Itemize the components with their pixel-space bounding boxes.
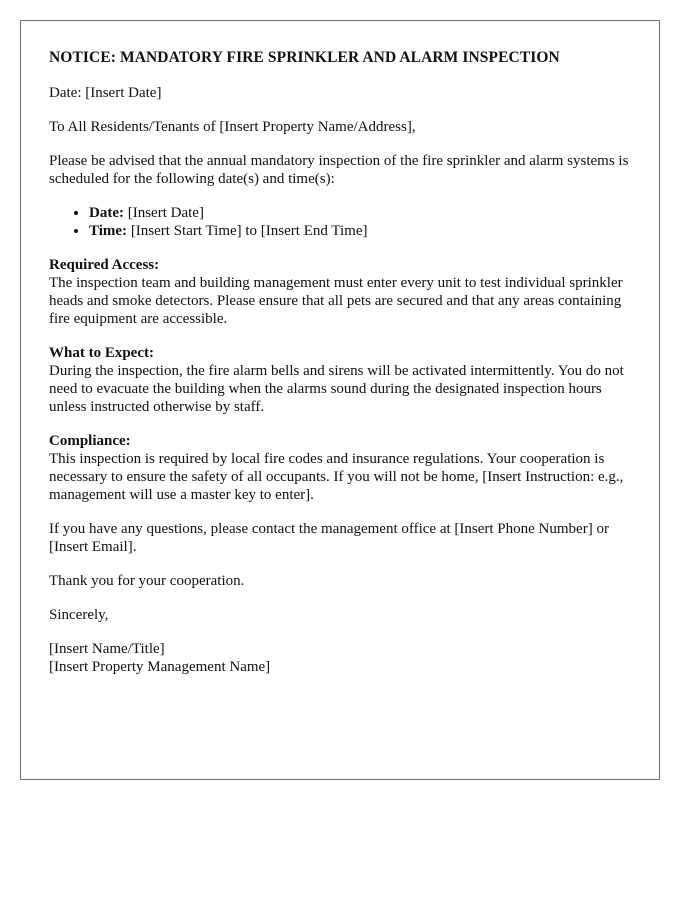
schedule-time-label: Time: (89, 223, 128, 239)
notice-page (20, 20, 660, 780)
section-heading-required-access: Required Access: (49, 257, 160, 273)
schedule-list (49, 204, 639, 240)
signature-org: [Insert Property Management Name] (49, 659, 271, 675)
contact-paragraph: If you have any questions, please contact the management office at [Insert Phone Number] or [Insert Email]. (49, 521, 609, 555)
notice-title: NOTICE: MANDATORY FIRE SPRINKLER AND ALARM INSPECTION (49, 49, 560, 66)
intro-paragraph: Please be advised that the annual mandatory inspection of the fire sprinkler and alarm systems is scheduled for the following date(s) and time(s): (49, 153, 629, 187)
signature-name: [Insert Name/Title] (49, 641, 165, 657)
section-body-what-to-expect: During the inspection, the fire alarm bells and sirens will be activated intermittently. You do not need to evacuate the building when the alarms sound during the designated inspection hours unless instructed otherwise by staff. (49, 363, 624, 415)
schedule-date-value: [Insert Date] (123, 205, 204, 221)
notice-content (49, 49, 639, 692)
section-body-required-access: The inspection team and building management must enter every unit to test individual sprinkler heads and smoke detectors. Please ensure that all pets are secured and that any areas containing fire equipment are accessible. (49, 275, 623, 327)
addressee-line: To All Residents/Tenants of [Insert Property Name/Address], (49, 119, 416, 135)
section-body-compliance: This inspection is required by local fire codes and insurance regulations. Your cooperation is necessary to ensure the safety of all occupants. If you will not be home, [Insert Instruction: e.g., management will use a master key to enter]. (49, 451, 624, 503)
section-what-to-expect (49, 344, 639, 416)
date-line: Date: [Insert Date] (49, 85, 162, 101)
signature-block (49, 640, 639, 676)
section-compliance (49, 432, 639, 504)
schedule-time-value: [Insert Start Time] to [Insert End Time] (127, 223, 368, 239)
schedule-item-date (89, 204, 639, 222)
schedule-item-time (89, 222, 639, 240)
closing-line: Sincerely, (49, 607, 109, 623)
thanks-line: Thank you for your cooperation. (49, 573, 245, 589)
schedule-date-label: Date: (89, 205, 124, 221)
section-heading-what-to-expect: What to Expect: (49, 345, 154, 361)
section-heading-compliance: Compliance: (49, 433, 131, 449)
section-required-access (49, 256, 639, 328)
